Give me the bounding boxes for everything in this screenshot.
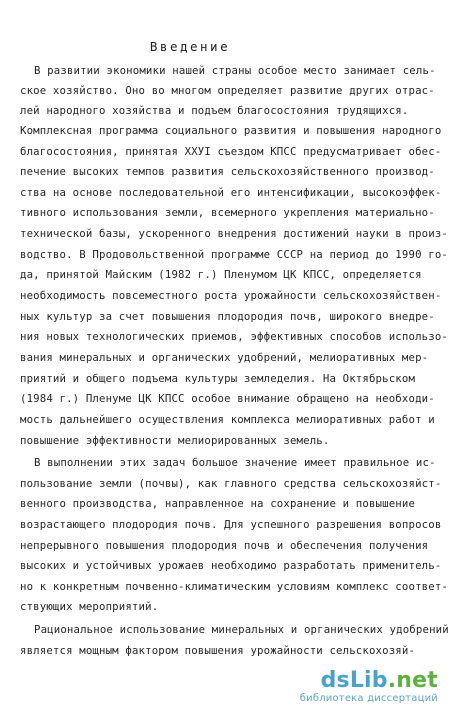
text-line: мость дальнейшего осуществления комплекса мелиоративных работ и xyxy=(20,413,435,426)
text-line: пользование земли (почвы), как главного средства сельскохозяйст- xyxy=(20,477,442,490)
text-line: повышение эффективности мелиорированных земель. xyxy=(20,434,330,447)
text-line: ных культур за счет повышения плодородия почв, широкого внедре- xyxy=(20,310,435,323)
text-line: но к конкретным почвенно-климатическим условиям комплекс соответ- xyxy=(20,580,448,593)
text-line: благосостояния, принятая ХХУI съездом КПСС предусматривает обес- xyxy=(20,145,442,158)
text-line: ствующих мероприятий. xyxy=(20,600,159,613)
text-line: возрастающего плодородия почв. Для успешного разрешения вопросов xyxy=(20,518,442,531)
text-line: да, принятой Майским (1982 г.) Пленумом ЦК КПСС, определяется xyxy=(20,268,422,281)
text-line: является мощным фактором повышения урожайности сельскохозяй- xyxy=(20,644,416,657)
text-line: непрерывного повышения плодородия почв и обеспечения получения xyxy=(20,539,429,552)
text-line: ния новых технологических приемов, эффективных способов использо- xyxy=(20,330,448,343)
text-line: печение высоких темпов развития сельскохозяйственного производ- xyxy=(20,165,435,178)
text-line: вания минеральных и органических удобрений, мелиоративных мер- xyxy=(20,351,429,364)
text-line: (1984 г.) Пленуме ЦК КПСС особое внимание обращено на необходи- xyxy=(20,392,435,405)
text-line: В развитии экономики нашей страны особое место занимает сель- xyxy=(34,64,436,77)
text-line: Комплексная программа социального развития и повышения народного xyxy=(20,124,442,137)
text-line: лей народного хозяйства и подъем благосостояния трудящихся. xyxy=(20,104,409,117)
text-line: ское хозяйство. Оно во многом определяет развитие других отрас- xyxy=(20,84,435,97)
text-line: водство. В Продовольственной программе СССР на период до 1990 го- xyxy=(20,248,448,261)
text-line: ства на основе последовательной его интенсификации, высокоэффек- xyxy=(20,186,442,199)
text-line: Рациональное использование минеральных и органических удобрений xyxy=(34,623,449,636)
watermark-subtitle: библиотека диссертаций xyxy=(299,693,438,704)
text-line: необходимость повсеместного роста урожайности сельскохозяйствен- xyxy=(20,289,442,302)
page-title: Введение xyxy=(149,39,231,54)
text-line: тивного использования земли, всемерного укрепления материально- xyxy=(20,206,435,219)
text-line: высоких и устойчивых урожаев необходимо разработать применитель- xyxy=(20,559,442,572)
watermark xyxy=(300,669,438,705)
text-line: технической базы, ускоренного внедрения достижений науки в произ- xyxy=(20,227,448,240)
text-line: В выполнении этих задач большое значение имеет правильное ис- xyxy=(34,456,436,469)
watermark-logo: dsLib.net xyxy=(320,668,438,693)
text-line: приятий и общего подъема культуры земледелия. На Октябрьском xyxy=(20,372,416,385)
text-line: венного производства, направленное на сохранение и повышение xyxy=(20,497,416,510)
